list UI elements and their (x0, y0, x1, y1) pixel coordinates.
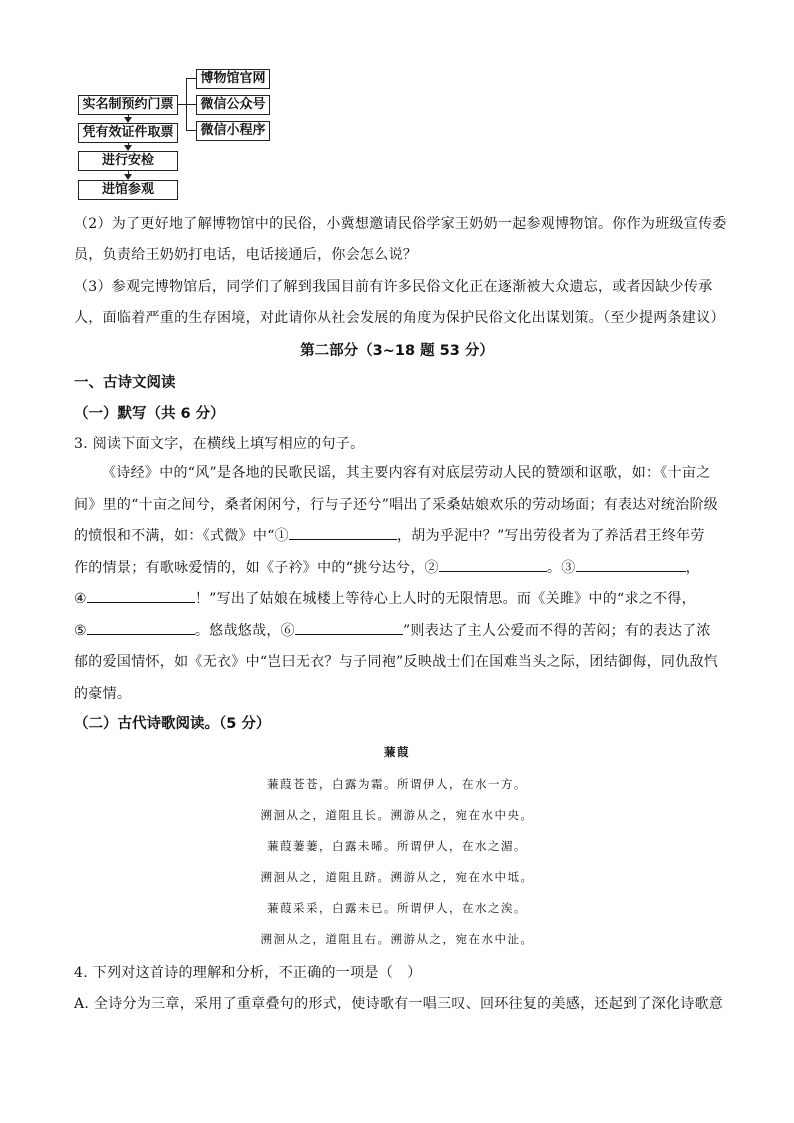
flow-arrow-head (124, 174, 132, 180)
flow-step-collect-ticket: 凭有效证件取票 (78, 123, 178, 143)
answer-blank-3[interactable] (576, 557, 686, 572)
passage-text: 的愤恨和不满，如：《式微》中“① (74, 528, 289, 544)
passage-text: ④ (74, 591, 87, 607)
passage-text: ，胡为乎泥中？”写出劳役者为了养活君王终年劳 (396, 528, 705, 544)
flow-arrow-head (124, 117, 132, 123)
subsection-title-poetry-reading: （二）古代诗歌阅读。（5 分） (74, 716, 271, 732)
poem-line: 蒹葭采采，白露未已。所谓伊人，在水之涘。 (267, 901, 527, 915)
answer-blank-4[interactable] (87, 588, 195, 603)
passage-line (74, 584, 722, 616)
passage-line: 郁的爱国情怀，如《无衣》中“岂曰无衣？与子同袍”反映战士们在国难当头之际，团结御侮，同仇敌忾 (74, 654, 719, 670)
passage-text: ！”写出了姑娘在城楼上等待心上人时的无限情思。而《关雎》中的“求之不得， (194, 591, 696, 607)
part-two-title: 第二部分（3~18 题 53 分） (300, 343, 494, 359)
question-2-line-2: 员，负责给王奶奶打电话，电话接通后，你会怎么说？ (74, 247, 418, 263)
question-4-prompt: 4. 下列对这首诗的理解和分析，不正确的一项是（ ） (74, 965, 422, 981)
poem-line: 溯洄从之，道阻且跻。溯游从之，宛在水中坻。 (260, 870, 534, 884)
passage-text: ”则表达了主人公爱而不得的苦闷；有的表达了浓 (402, 622, 711, 639)
answer-blank-2[interactable] (439, 557, 547, 572)
passage-text: 。悠哉悠哉，⑥ (194, 622, 295, 639)
answer-blank-6[interactable] (295, 620, 403, 635)
connector-line (186, 104, 196, 105)
passage-line: 的豪情。 (74, 685, 132, 702)
question-4-option-a[interactable]: A. 全诗分为三章，采用了重章叠句的形式，使诗歌有一唱三叹、回环往复的美感，还起到了深化诗歌意 (74, 996, 724, 1012)
poem-line: 蒹葭萋萋，白露未晞。所谓伊人，在水之湄。 (267, 839, 527, 853)
connector-line (186, 130, 196, 131)
flow-arrow-head (124, 145, 132, 151)
subsection-title-dictation: （一）默写（共 6 分） (74, 406, 225, 422)
question-3-prompt: 3. 阅读下面文字，在横线上填写相应的句子。 (74, 436, 365, 452)
passage-line: 《诗经》中的“风”是各地的民歌民谣，其主要内容有对底层劳动人民的赞颂和讴歌，如：《十亩之 (102, 465, 711, 481)
passage-text: ⑤ (74, 622, 87, 639)
question-2-line-1: （2）为了更好地了解博物馆中的民俗，小冀想邀请民俗学家王奶奶一起参观博物馆。你作为班级宣传委 (74, 216, 727, 232)
passage-line (74, 553, 722, 585)
question-3-line-2: 人，面临着严重的生存困境，对此请你从社会发展的角度为保护民俗文化出谋划策。（至少提两条建议） (74, 310, 725, 326)
passage-line: 间》里的“十亩之间兮，桑者闲闲兮，行与子还兮”唱出了采桑姑娘欢乐的劳动场面；有表达对统治阶级 (74, 496, 719, 513)
flow-step-enter-museum: 进馆参观 (78, 180, 178, 200)
dictation-passage (74, 458, 722, 710)
flow-channel-wechat-account: 微信公众号 (196, 95, 270, 115)
passage-text: ， (685, 559, 700, 576)
flow-step-security-check: 进行安检 (78, 151, 178, 171)
section-title-ancient-poetry: 一、古诗文阅读 (74, 375, 176, 391)
answer-blank-5[interactable] (87, 620, 195, 635)
poem-line: 溯洄从之，道阻且长。溯游从之，宛在水中央。 (260, 808, 534, 822)
passage-line (74, 616, 722, 648)
flow-channel-official-site: 博物馆官网 (196, 69, 270, 89)
connector-line (178, 104, 186, 105)
passage-text: 作的情景；有歌咏爱情的，如《子衿》中的“挑兮达兮，② (74, 559, 439, 576)
question-3-line-1: （3）参观完博物馆后，同学们了解到我国目前有许多民俗文化正在逐渐被大众遗忘，或者因缺少传承 (74, 279, 713, 295)
poem-title: 蒹葭 (384, 745, 410, 759)
answer-blank-1[interactable] (289, 525, 397, 540)
passage-text: 。③ (546, 559, 576, 576)
flow-step-reserve-ticket: 实名制预约门票 (78, 95, 178, 115)
poem-line: 蒹葭苍苍，白露为霜。所谓伊人，在水一方。 (267, 777, 527, 791)
flow-channel-wechat-miniprogram: 微信小程序 (196, 121, 270, 141)
poem-line: 溯洄从之，道阻且右。溯游从之，宛在水中沚。 (260, 932, 534, 946)
connector-line (186, 78, 196, 79)
passage-line (74, 521, 722, 553)
